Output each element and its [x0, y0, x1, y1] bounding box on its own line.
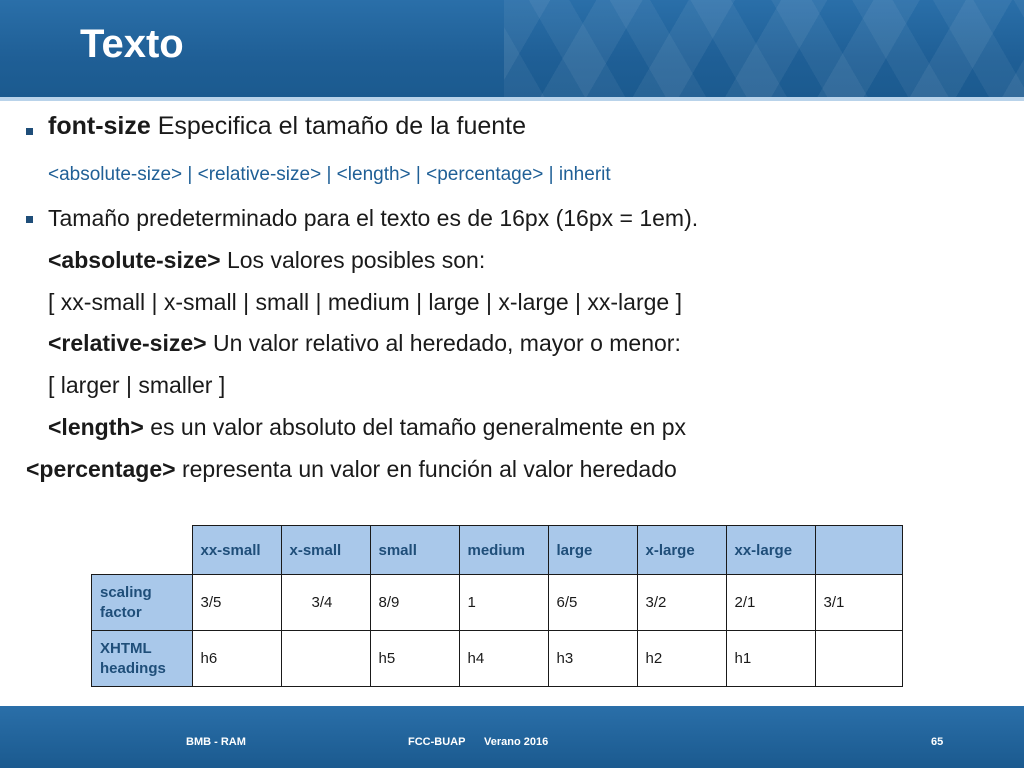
column-header: x-small [281, 526, 370, 575]
column-header: xx-large [726, 526, 815, 575]
table-row [92, 631, 903, 687]
absolute-values-line: [ xx-small | x-small | small | medium | large | x-large | xx-large ] [48, 289, 682, 315]
table-cell: 2/1 [726, 575, 815, 631]
table-row [92, 575, 903, 631]
table-cell: 3/5 [192, 575, 281, 631]
bullet-default-size: Tamaño predeterminado para el texto es de 16px (16px = 1em). [48, 205, 699, 231]
bullet-text: Especifica el tamaño de la fuente [150, 112, 527, 140]
table-cell: h2 [637, 631, 726, 687]
length-text: es un valor absoluto del tamaño generalmente en px [143, 414, 686, 440]
syntax-line: <absolute-size> | <relative-size> | <length> | <percentage> | inherit [48, 164, 611, 185]
table-cell: h5 [370, 631, 459, 687]
table-cell: 3/1 [815, 575, 902, 631]
table-corner-cell [92, 526, 193, 575]
percentage-line [26, 456, 677, 483]
table-cell: 8/9 [370, 575, 459, 631]
font-size-scale-table [91, 525, 903, 687]
column-header: large [548, 526, 637, 575]
relative-size-text: Un valor relativo al heredado, mayor o menor: [206, 330, 681, 356]
keyword-length: <length> [48, 414, 144, 440]
table-cell: 3/4 [281, 575, 370, 631]
keyword-relative-size: <relative-size> [48, 330, 207, 356]
keyword-absolute-size: <absolute-size> [48, 247, 221, 273]
bullet-font-size [48, 112, 526, 141]
bullet-square-icon [26, 216, 33, 223]
table-header-row [92, 526, 903, 575]
column-header: small [370, 526, 459, 575]
percentage-text: representa un valor en función al valor heredado [175, 456, 677, 482]
header-divider [0, 97, 1024, 101]
footer-bar [0, 706, 1024, 768]
table-cell: h1 [726, 631, 815, 687]
bullet-square-icon [26, 128, 33, 135]
table-cell: h6 [192, 631, 281, 687]
column-header [815, 526, 902, 575]
absolute-size-line [48, 247, 485, 274]
keyword-percentage: <percentage> [26, 456, 176, 482]
table-cell: h4 [459, 631, 548, 687]
relative-values-line: [ larger | smaller ] [48, 372, 226, 398]
footer-institution: FCC-BUAP [408, 736, 466, 748]
table-cell: 6/5 [548, 575, 637, 631]
table-cell: 1 [459, 575, 548, 631]
footer-author: BMB - RAM [186, 736, 246, 748]
table-cell: h3 [548, 631, 637, 687]
row-header: scaling factor [92, 575, 193, 631]
footer-page-number: 65 [931, 736, 944, 748]
keyword-font-size: font-size [48, 112, 151, 140]
length-line [48, 414, 686, 441]
header-bar [0, 0, 1024, 97]
column-header: xx-small [192, 526, 281, 575]
table-cell: 3/2 [637, 575, 726, 631]
column-header: medium [459, 526, 548, 575]
column-header: x-large [637, 526, 726, 575]
relative-size-line [48, 330, 681, 357]
header-pattern [504, 0, 1024, 97]
row-header: XHTML headings [92, 631, 193, 687]
footer-term: Verano 2016 [484, 736, 549, 748]
table-cell [281, 631, 370, 687]
absolute-size-text: Los valores posibles son: [220, 247, 486, 273]
table-cell [815, 631, 902, 687]
slide-title: Texto [80, 22, 184, 66]
